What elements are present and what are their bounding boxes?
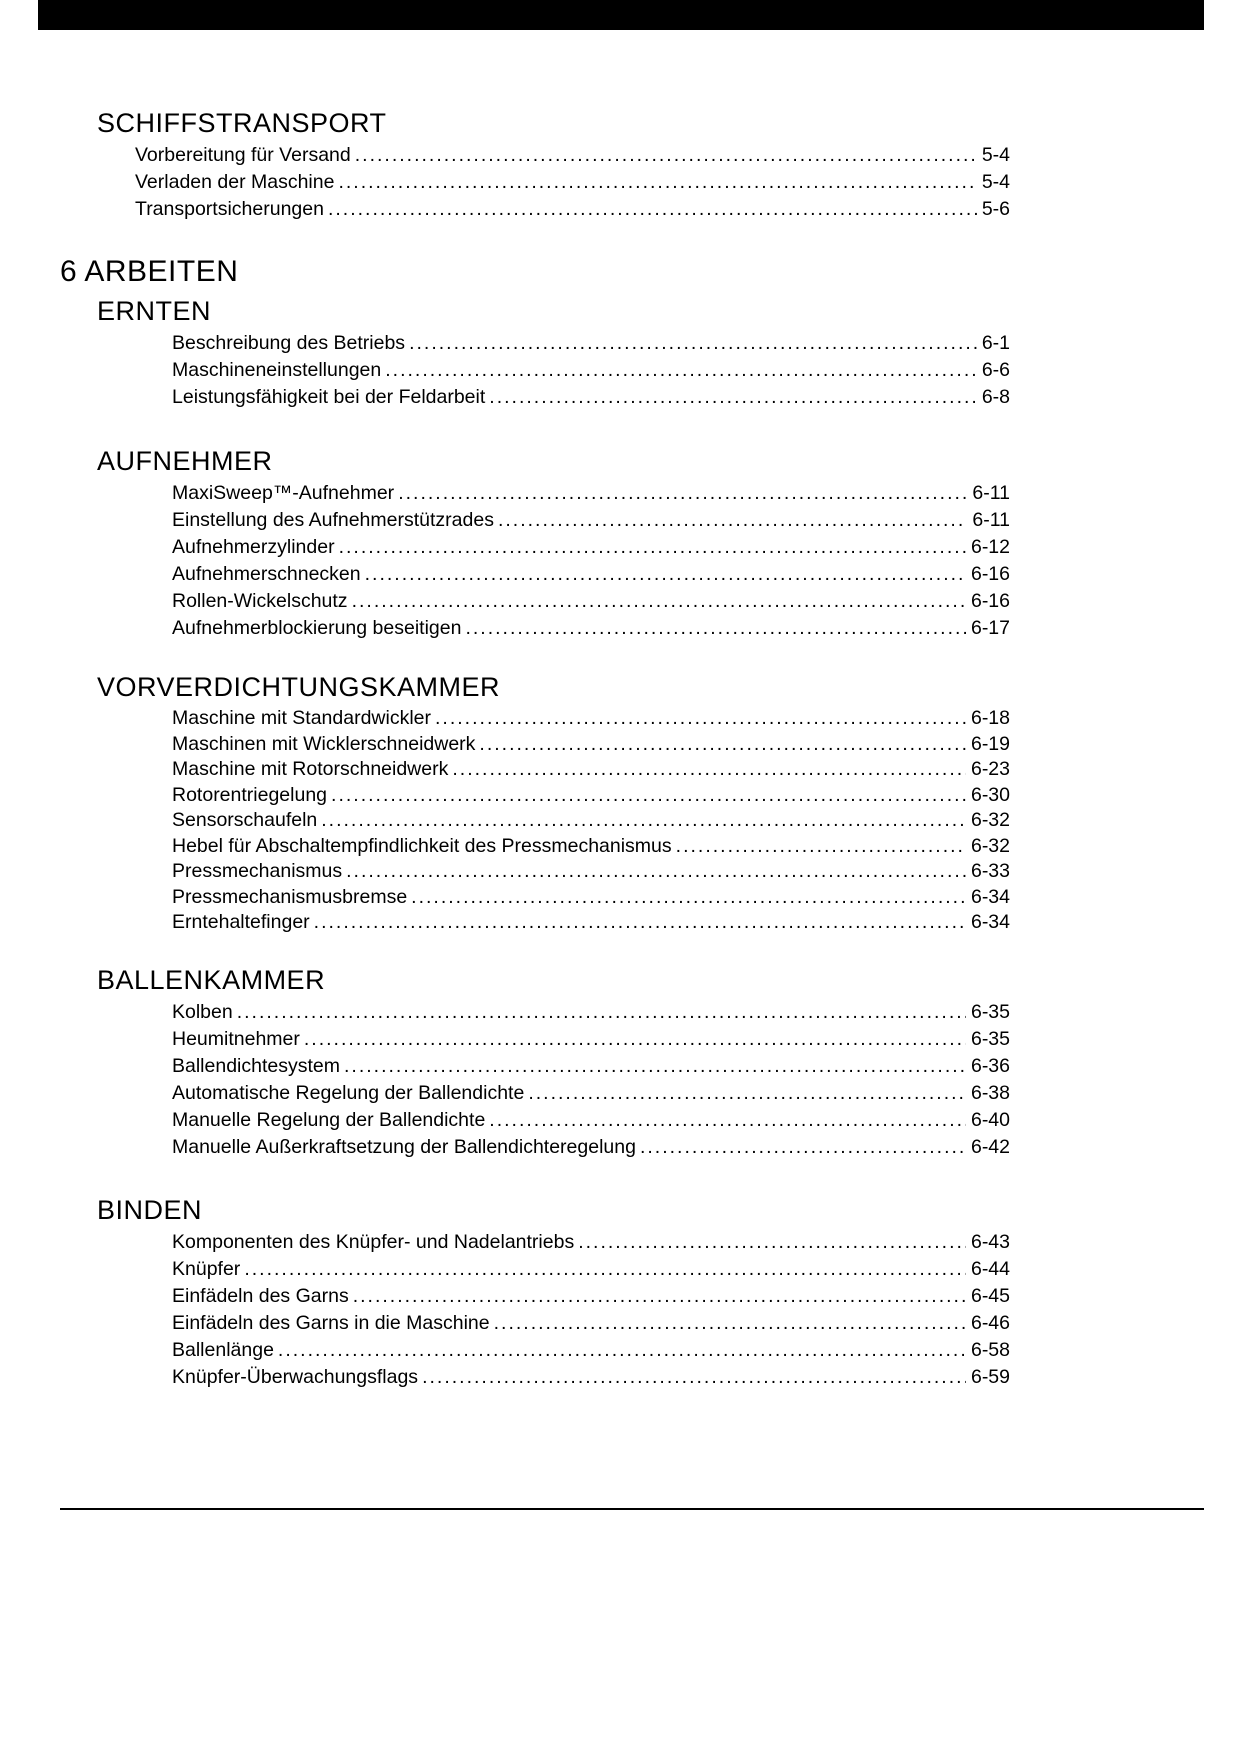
toc-entry[interactable] <box>172 859 1010 885</box>
toc-entry[interactable] <box>172 999 1010 1026</box>
dot-leader <box>304 1026 966 1053</box>
toc-entry-title: Pressmechanismusbremse <box>172 885 408 908</box>
toc-entry-page: 6-34 <box>970 885 1010 908</box>
dot-leader <box>244 1256 966 1283</box>
toc-entry-title: Ballendichtesystem <box>172 1055 340 1077</box>
dot-leader <box>344 1053 966 1080</box>
toc-entry-page: 6-6 <box>981 359 1010 381</box>
toc-entry-page: 6-18 <box>970 707 1010 729</box>
toc-entry-page: 5-4 <box>981 171 1010 193</box>
toc-entry-title: Rotorentriegelung <box>172 783 328 806</box>
toc-entry-title: Komponenten des Knüpfer- und Nadelantriebs <box>172 1231 575 1253</box>
toc-entry-title: Einfädeln des Garns <box>172 1285 349 1307</box>
toc-entry-title: Maschineneinstellungen <box>172 359 382 381</box>
section-heading: ERNTEN <box>97 296 212 326</box>
section-block <box>0 294 1010 411</box>
dot-leader <box>494 1310 966 1337</box>
dot-leader <box>479 732 966 758</box>
toc-entry-title: Automatische Regelung der Ballendichte <box>172 1082 525 1104</box>
toc-entry-page: 6-38 <box>970 1082 1010 1104</box>
toc-entry-page: 6-46 <box>970 1312 1010 1334</box>
toc-entry-page: 6-8 <box>981 386 1010 408</box>
toc-entry-title: Aufnehmerblockierung beseitigen <box>172 617 462 639</box>
toc-entry[interactable] <box>172 834 1010 860</box>
section-heading: SCHIFFSTRANSPORT <box>97 108 387 138</box>
toc-entry-page: 5-4 <box>981 144 1010 166</box>
section-heading: VORVERDICHTUNGSKAMMER <box>97 672 501 702</box>
toc-entry-title: Einstellung des Aufnehmerstützrades <box>172 509 494 531</box>
dot-leader <box>435 706 966 732</box>
toc-entry[interactable] <box>172 1310 1010 1337</box>
dot-leader <box>339 534 966 561</box>
dot-leader <box>237 999 966 1026</box>
toc-entry-title: Beschreibung des Betriebs <box>172 332 406 354</box>
toc-entry[interactable] <box>172 910 1010 936</box>
toc-entry-title: Pressmechanismus <box>172 860 343 882</box>
toc-entry[interactable] <box>135 142 1010 169</box>
toc-entry[interactable] <box>172 1134 1010 1161</box>
toc-entry-title: Manuelle Regelung der Ballendichte <box>172 1109 486 1131</box>
toc-entry-page: 6-35 <box>970 1028 1010 1050</box>
toc-entry-title: Erntehaltefinger <box>172 911 310 933</box>
dot-leader <box>676 834 966 860</box>
dot-leader <box>331 783 966 809</box>
toc-entry[interactable] <box>172 1080 1010 1107</box>
dot-leader <box>365 561 966 588</box>
toc-entry-page: 6-17 <box>970 617 1010 639</box>
toc-entry[interactable] <box>172 808 1010 834</box>
toc-entry[interactable] <box>172 1053 1010 1080</box>
toc-entry-page: 6-32 <box>970 809 1010 831</box>
dot-leader <box>353 1283 966 1310</box>
section-heading: AUFNEHMER <box>97 446 273 476</box>
toc-entry-title: Aufnehmerschnecken <box>172 563 361 585</box>
toc-entry[interactable] <box>172 507 1010 534</box>
toc-entry-title: Knüpfer-Überwachungsflags <box>172 1366 419 1388</box>
toc-entry[interactable] <box>172 1229 1010 1256</box>
toc-entry-page: 6-16 <box>970 590 1010 612</box>
dot-leader <box>321 808 966 834</box>
toc-entry-title: Sensorschaufeln <box>172 809 318 831</box>
toc-entry-title: Aufnehmerzylinder <box>172 536 335 558</box>
toc-entry-page: 6-58 <box>970 1339 1010 1361</box>
section-heading: BALLENKAMMER <box>97 965 326 995</box>
toc-entry-title: Manuelle Außerkraftsetzung der Ballendichteregelung <box>172 1136 636 1158</box>
toc-entry[interactable] <box>172 1026 1010 1053</box>
toc-entry-page: 6-11 <box>972 509 1010 531</box>
toc-entry[interactable] <box>135 169 1010 196</box>
toc-entry[interactable] <box>172 357 1010 384</box>
dot-leader <box>328 196 977 223</box>
toc-entry[interactable] <box>172 480 1010 507</box>
toc-entry-title: Einfädeln des Garns in die Maschine <box>172 1312 490 1334</box>
toc-entry-title: Hebel für Abschaltempfindlichkeit des Pressmechanismus <box>172 834 672 857</box>
toc-entry[interactable] <box>135 196 1010 223</box>
section-block <box>0 444 1010 642</box>
toc-entry-title: Kolben <box>172 1001 233 1023</box>
toc-entry-title: Maschine mit Rotorschneidwerk <box>172 758 449 780</box>
toc-entry-page: 6-44 <box>970 1258 1010 1280</box>
dot-leader <box>465 615 966 642</box>
dot-leader <box>409 330 977 357</box>
toc-entry[interactable] <box>172 1283 1010 1310</box>
toc-entry-title: Maschine mit Standardwickler <box>172 707 432 729</box>
toc-entry-title: Maschinen mit Wicklerschneidwerk <box>172 732 476 755</box>
section-block <box>0 1193 1010 1391</box>
chapter-heading: 6 ARBEITEN <box>60 255 239 288</box>
toc-entry[interactable] <box>172 330 1010 357</box>
section-block <box>0 106 1010 223</box>
toc-entry[interactable] <box>172 783 1010 809</box>
dot-leader <box>355 142 977 169</box>
dot-leader <box>498 507 967 534</box>
toc-entry[interactable] <box>172 561 1010 588</box>
dot-leader <box>452 757 966 783</box>
toc-entry-page: 6-36 <box>970 1055 1010 1077</box>
toc-entry-title: Ballenlänge <box>172 1339 274 1361</box>
toc-entry[interactable] <box>172 1337 1010 1364</box>
toc-entry-title: Leistungsfähigkeit bei der Feldarbeit <box>172 386 486 408</box>
toc-entry-page: 6-1 <box>981 332 1010 354</box>
dot-leader <box>411 885 966 911</box>
toc-entry[interactable] <box>172 1364 1010 1391</box>
toc-entry[interactable] <box>172 1256 1010 1283</box>
dot-leader <box>489 1107 966 1134</box>
toc-entry-page: 6-23 <box>970 758 1010 780</box>
dot-leader <box>346 859 966 885</box>
toc-entry-page: 6-19 <box>970 732 1010 755</box>
section-block <box>0 670 1010 936</box>
section-block <box>0 963 1010 1161</box>
toc-entry-page: 6-33 <box>970 860 1010 882</box>
toc-entry-title: Transportsicherungen <box>135 198 324 220</box>
toc-entry-page: 6-32 <box>970 834 1010 857</box>
toc-entry-title: MaxiSweep™-Aufnehmer <box>172 482 395 504</box>
footer-rule <box>60 1508 1204 1510</box>
dot-leader <box>489 384 977 411</box>
toc-entry[interactable] <box>172 588 1010 615</box>
toc-entry[interactable] <box>172 706 1010 732</box>
toc-entry-page: 6-42 <box>970 1136 1010 1158</box>
toc-entry-title: Knüpfer <box>172 1258 241 1280</box>
dot-leader <box>398 480 967 507</box>
toc-entry-page: 6-40 <box>970 1109 1010 1131</box>
toc-entry-title: Heumitnehmer <box>172 1028 300 1050</box>
toc-entry[interactable] <box>172 732 1010 758</box>
toc-entry[interactable] <box>172 757 1010 783</box>
dot-leader <box>640 1134 966 1161</box>
toc-entry[interactable] <box>172 534 1010 561</box>
toc-entry-page: 6-43 <box>970 1231 1010 1253</box>
toc-entry-title: Rollen-Wickelschutz <box>172 590 348 612</box>
toc-entry-page: 6-45 <box>970 1285 1010 1307</box>
toc-entry-title: Verladen der Maschine <box>135 171 335 193</box>
toc-entry[interactable] <box>172 615 1010 642</box>
chapter-block <box>0 254 1010 290</box>
toc-entry-page: 6-35 <box>970 1001 1010 1023</box>
toc-entry-page: 6-30 <box>970 783 1010 806</box>
dot-leader <box>338 169 976 196</box>
toc-entry-page: 6-59 <box>970 1366 1010 1388</box>
dot-leader <box>422 1364 966 1391</box>
toc-entry-title: Vorbereitung für Versand <box>135 144 351 166</box>
section-heading: BINDEN <box>97 1195 203 1225</box>
toc-entry-page: 6-34 <box>970 911 1010 933</box>
toc-entry[interactable] <box>172 885 1010 911</box>
toc-entry-page: 6-11 <box>972 482 1010 504</box>
toc-entry-page: 6-12 <box>970 536 1010 558</box>
toc-entry[interactable] <box>172 384 1010 411</box>
dot-leader <box>278 1337 966 1364</box>
dot-leader <box>385 357 977 384</box>
dot-leader <box>314 910 966 936</box>
toc-entry-page: 5-6 <box>981 198 1010 220</box>
dot-leader <box>528 1080 966 1107</box>
toc-entry-page: 6-16 <box>970 563 1010 585</box>
toc-entry[interactable] <box>172 1107 1010 1134</box>
dot-leader <box>578 1229 966 1256</box>
dot-leader <box>352 588 966 615</box>
